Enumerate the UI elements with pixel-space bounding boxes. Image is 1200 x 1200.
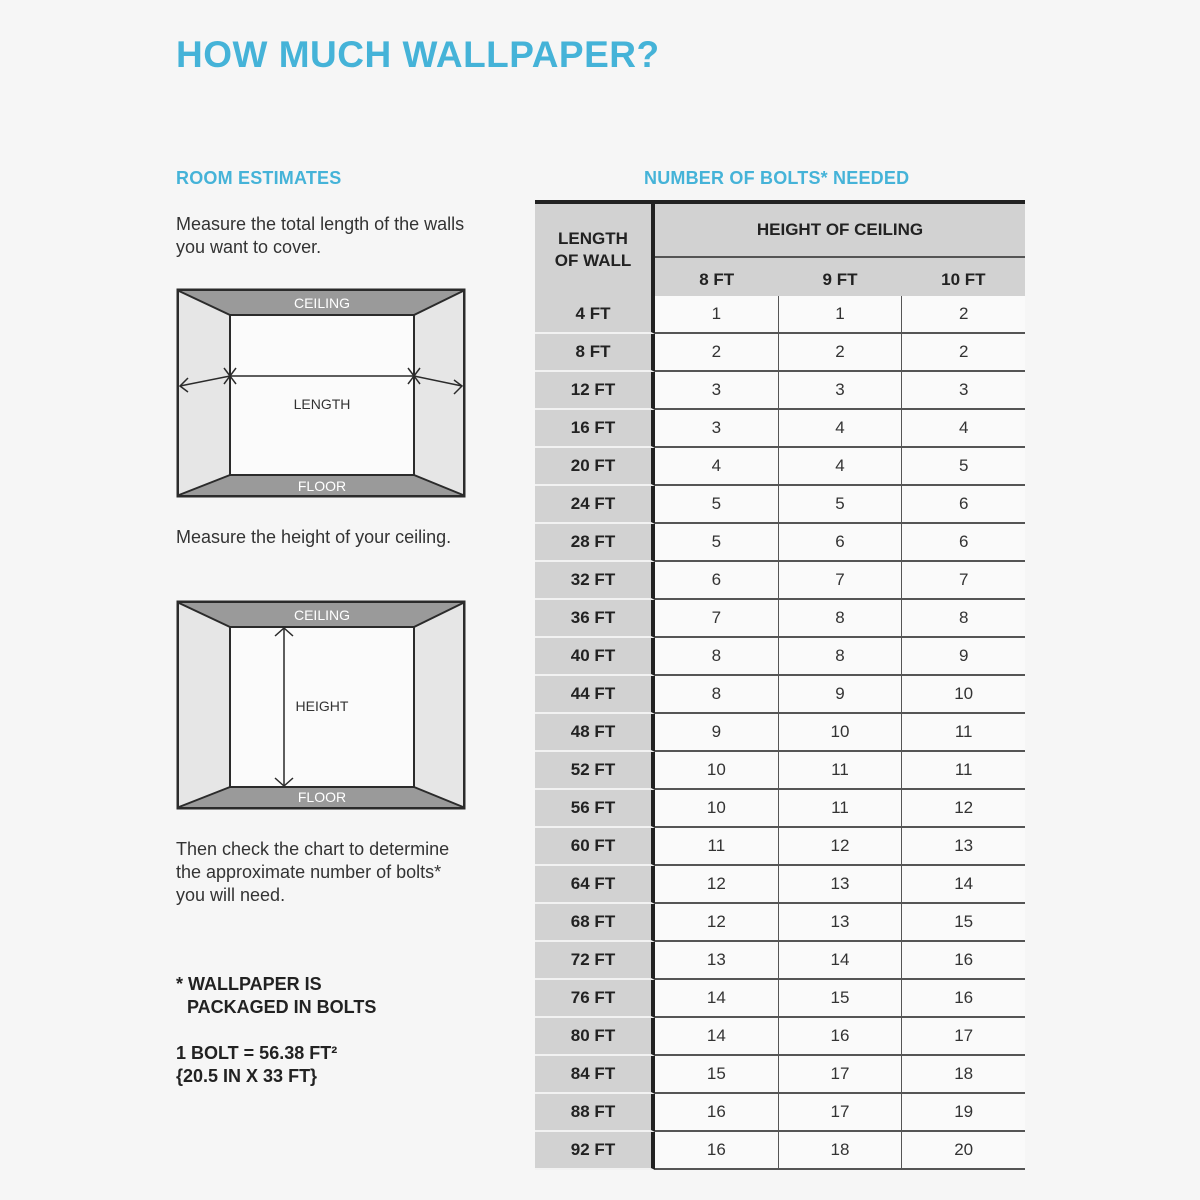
table-row <box>535 638 1025 676</box>
bolts-cell: 9 <box>779 676 903 714</box>
column-header-8ft: 8 FT <box>699 270 735 289</box>
table-row <box>535 676 1025 714</box>
footnote-line1: * WALLPAPER IS <box>176 974 322 994</box>
length-of-wall-header <box>535 204 655 296</box>
table-row <box>535 334 1025 372</box>
bolts-cell: 16 <box>902 980 1025 1018</box>
bolts-cell: 15 <box>902 904 1025 942</box>
bolts-cell: 3 <box>779 372 903 410</box>
wall-length-cell: 28 FT <box>535 524 655 562</box>
bolts-cell: 12 <box>779 828 903 866</box>
bolts-cell: 15 <box>655 1056 779 1094</box>
bolts-cell: 5 <box>779 486 903 524</box>
bolts-cell: 4 <box>779 448 903 486</box>
table-row <box>535 714 1025 752</box>
bolts-cell: 2 <box>655 334 779 372</box>
bolts-cell: 13 <box>902 828 1025 866</box>
page-title: HOW MUCH WALLPAPER? <box>176 34 660 75</box>
bolts-cell: 20 <box>902 1132 1025 1170</box>
bolts-cell: 11 <box>655 828 779 866</box>
footnote-line2: PACKAGED IN BOLTS <box>187 997 377 1017</box>
wall-length-cell: 36 FT <box>535 600 655 638</box>
table-row <box>535 486 1025 524</box>
table-row <box>535 524 1025 562</box>
bolts-cell: 9 <box>655 714 779 752</box>
bolts-cell: 16 <box>779 1018 903 1056</box>
diagram1-floor-label: FLOOR <box>297 478 347 494</box>
wall-length-cell: 92 FT <box>535 1132 655 1170</box>
bolts-cell: 3 <box>902 372 1025 410</box>
bolts-cell: 8 <box>655 638 779 676</box>
column-header-9ft: 9 FT <box>822 270 858 289</box>
ceiling-height-diagram <box>176 600 468 812</box>
bolts-cell: 8 <box>779 638 903 676</box>
bolts-cell: 12 <box>655 866 779 904</box>
bolts-cell: 6 <box>655 562 779 600</box>
wall-length-diagram <box>176 288 468 500</box>
wall-length-cell: 60 FT <box>535 828 655 866</box>
bolts-cell: 8 <box>655 676 779 714</box>
wall-length-cell: 44 FT <box>535 676 655 714</box>
bolts-cell: 14 <box>779 942 903 980</box>
table-row <box>535 296 1025 334</box>
table-body <box>535 296 1025 1170</box>
table-row <box>535 1018 1025 1056</box>
table-row <box>535 942 1025 980</box>
bolts-cell: 14 <box>902 866 1025 904</box>
bolts-cell: 6 <box>779 524 903 562</box>
bolts-cell: 17 <box>779 1094 903 1132</box>
table-row <box>535 1094 1025 1132</box>
wall-length-cell: 20 FT <box>535 448 655 486</box>
bolts-cell: 4 <box>655 448 779 486</box>
wall-length-cell: 48 FT <box>535 714 655 752</box>
height-of-ceiling-header: HEIGHT OF CEILING <box>655 204 1025 258</box>
bolts-cell: 10 <box>655 790 779 828</box>
bolts-cell: 1 <box>655 296 779 334</box>
step-check-chart: Then check the chart to determine the approximate number of bolts* you will need. <box>176 839 450 905</box>
wall-length-cell: 40 FT <box>535 638 655 676</box>
diagram2-floor-label: FLOOR <box>297 789 347 805</box>
bolt-definition-line1: 1 BOLT = 56.38 FT² <box>176 1043 338 1063</box>
bolts-cell: 3 <box>655 410 779 448</box>
bolts-cell: 11 <box>779 752 903 790</box>
bolts-cell: 5 <box>655 524 779 562</box>
bolts-cell: 2 <box>902 296 1025 334</box>
bolts-cell: 14 <box>655 1018 779 1056</box>
wall-length-cell: 32 FT <box>535 562 655 600</box>
table-header <box>535 204 1025 296</box>
diagram2-ceiling-label: CEILING <box>293 607 351 623</box>
bolts-cell: 5 <box>902 448 1025 486</box>
bolts-cell: 18 <box>779 1132 903 1170</box>
bolts-cell: 4 <box>779 410 903 448</box>
bolts-cell: 8 <box>779 600 903 638</box>
bolts-cell: 18 <box>902 1056 1025 1094</box>
wall-length-cell: 56 FT <box>535 790 655 828</box>
table-row <box>535 448 1025 486</box>
bolts-cell: 10 <box>779 714 903 752</box>
bolts-cell: 16 <box>655 1132 779 1170</box>
bolts-cell: 11 <box>902 714 1025 752</box>
table-row <box>535 600 1025 638</box>
bolts-cell: 12 <box>902 790 1025 828</box>
wall-length-cell: 72 FT <box>535 942 655 980</box>
bolts-cell: 1 <box>779 296 903 334</box>
length-header-line1: LENGTH <box>558 229 628 248</box>
table-row <box>535 866 1025 904</box>
bolts-cell: 16 <box>902 942 1025 980</box>
table-row <box>535 372 1025 410</box>
bolts-cell: 5 <box>655 486 779 524</box>
bolts-cell: 6 <box>902 524 1025 562</box>
table-row <box>535 410 1025 448</box>
bolts-cell: 17 <box>902 1018 1025 1056</box>
length-header-line2: OF WALL <box>554 251 632 270</box>
bolts-cell: 12 <box>655 904 779 942</box>
table-row <box>535 752 1025 790</box>
bolts-cell: 7 <box>655 600 779 638</box>
diagram1-ceiling-label: CEILING <box>293 295 351 311</box>
bolts-cell: 3 <box>655 372 779 410</box>
wall-length-cell: 24 FT <box>535 486 655 524</box>
bolt-definition-line2: {20.5 IN X 33 FT} <box>176 1066 318 1086</box>
column-header-10ft: 10 FT <box>941 270 986 289</box>
wall-length-cell: 76 FT <box>535 980 655 1018</box>
wall-length-cell: 8 FT <box>535 334 655 372</box>
table-row <box>535 790 1025 828</box>
bolts-cell: 16 <box>655 1094 779 1132</box>
table-row <box>535 1056 1025 1094</box>
bolts-cell: 15 <box>779 980 903 1018</box>
table-row <box>535 904 1025 942</box>
bolts-cell: 10 <box>655 752 779 790</box>
bolts-cell: 4 <box>902 410 1025 448</box>
bolts-cell: 7 <box>779 562 903 600</box>
bolts-cell: 7 <box>902 562 1025 600</box>
wall-length-cell: 68 FT <box>535 904 655 942</box>
bolts-table <box>535 200 1025 1170</box>
wall-length-cell: 4 FT <box>535 296 655 334</box>
step-measure-height: Measure the height of your ceiling. <box>176 527 452 547</box>
room-estimates-heading: ROOM ESTIMATES <box>176 168 342 188</box>
wall-length-cell: 12 FT <box>535 372 655 410</box>
bolts-cell: 10 <box>902 676 1025 714</box>
diagram1-length-label: LENGTH <box>293 396 351 412</box>
diagram2-height-label: HEIGHT <box>295 698 349 714</box>
bolts-cell: 13 <box>655 942 779 980</box>
step-measure-length: Measure the total length of the walls you want to cover. <box>176 214 465 257</box>
bolts-cell: 2 <box>902 334 1025 372</box>
wall-length-cell: 52 FT <box>535 752 655 790</box>
wall-length-cell: 80 FT <box>535 1018 655 1056</box>
bolts-cell: 13 <box>779 904 903 942</box>
bolts-cell: 19 <box>902 1094 1025 1132</box>
wall-length-cell: 84 FT <box>535 1056 655 1094</box>
bolts-cell: 6 <box>902 486 1025 524</box>
table-row <box>535 1132 1025 1170</box>
wall-length-cell: 88 FT <box>535 1094 655 1132</box>
table-row <box>535 562 1025 600</box>
bolts-cell: 11 <box>902 752 1025 790</box>
bolts-cell: 11 <box>779 790 903 828</box>
bolts-cell: 9 <box>902 638 1025 676</box>
bolts-cell: 8 <box>902 600 1025 638</box>
bolts-needed-heading: NUMBER OF BOLTS* NEEDED <box>644 168 910 188</box>
table-row <box>535 828 1025 866</box>
bolts-cell: 2 <box>779 334 903 372</box>
bolts-cell: 13 <box>779 866 903 904</box>
wall-length-cell: 16 FT <box>535 410 655 448</box>
wall-length-cell: 64 FT <box>535 866 655 904</box>
table-row <box>535 980 1025 1018</box>
bolts-cell: 14 <box>655 980 779 1018</box>
bolts-cell: 17 <box>779 1056 903 1094</box>
